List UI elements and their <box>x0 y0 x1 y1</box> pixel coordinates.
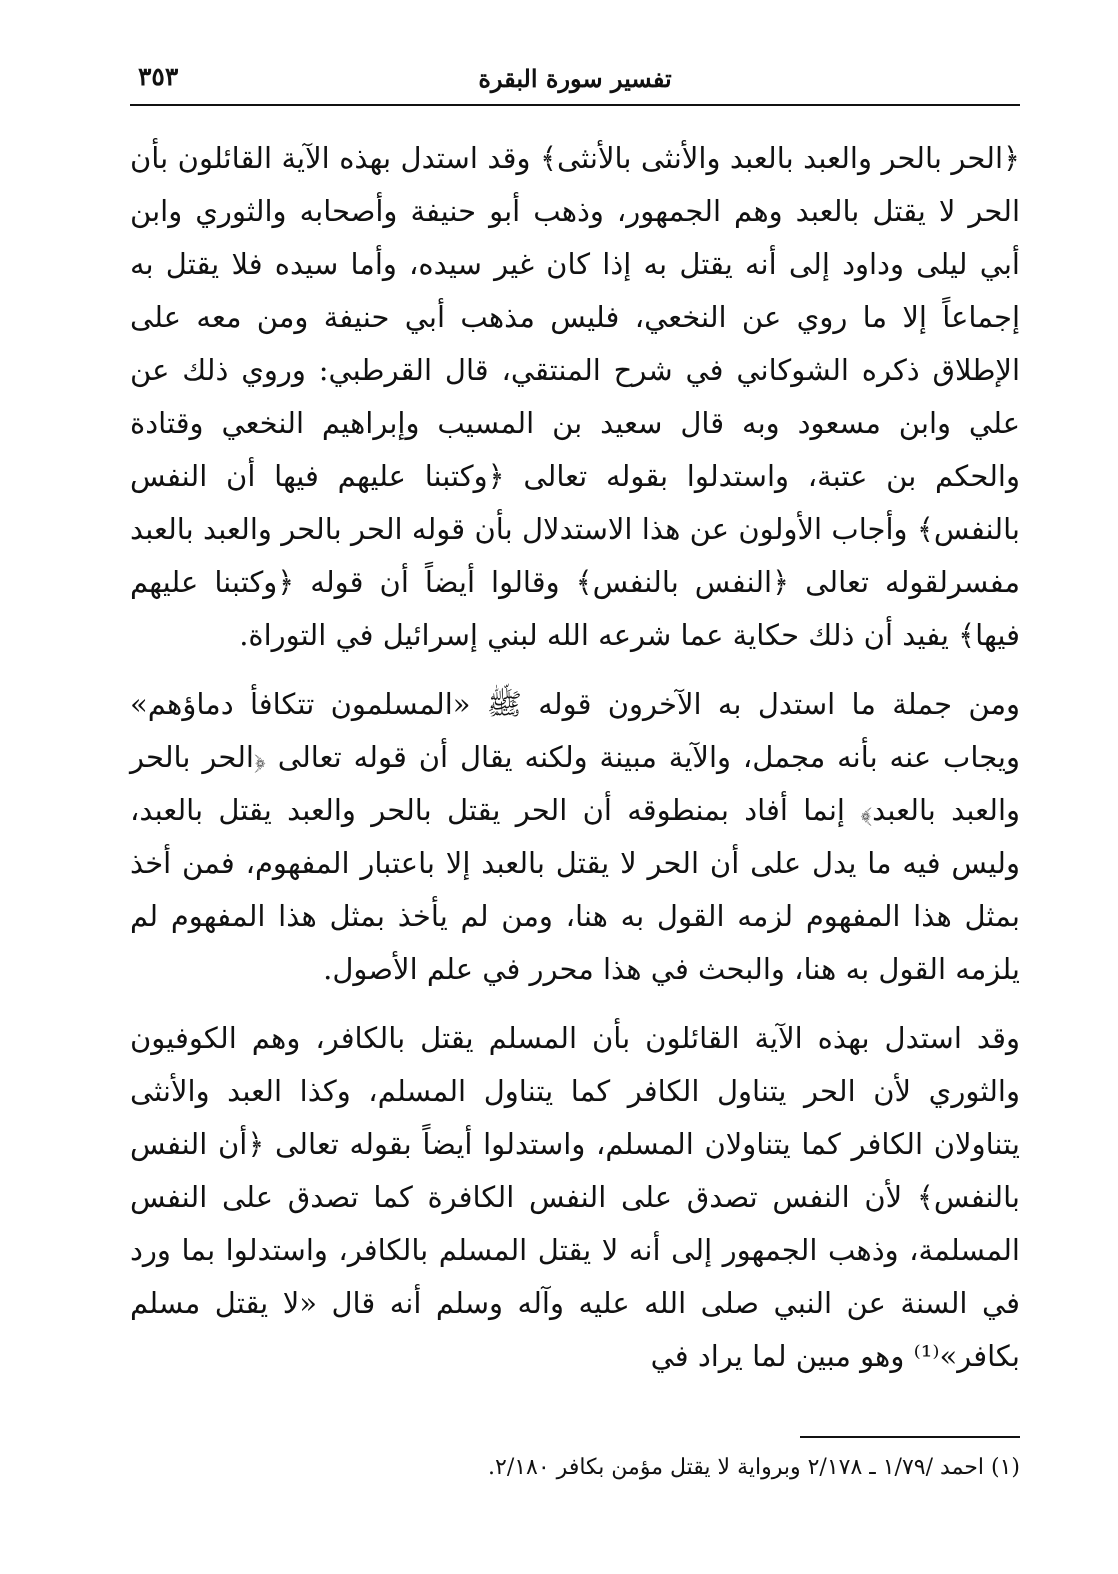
page-header <box>130 60 1020 106</box>
footnote-1: (١) احمد /١/٧٩ ـ ٢/١٧٨ وبرواية لا يقتل مؤمن بكافر ٢/١٨٠. <box>488 1455 1020 1480</box>
paragraph-2: ومن جملة ما استدل به الآخرون قوله ﷺ «المسلمون تتكافأ دماؤهم» ويجاب عنه بأنه مجمل، والآية مبينة ولكنه يقال أن قوله تعالى ﴿الحر بالحر والعبد بالعبد﴾ إنما أفاد بمنطوقه أن الحر يقتل بالحر والعبد يقتل بالعبد، وليس فيه ما يدل على أن الحر لا يقتل بالعبد إلا باعتبار المفهوم، فمن أخذ بمثل هذا المفهوم لزمه القول به هنا، ومن لم يأخذ بمثل هذا المفهوم لم يلزمه القول به هنا، والبحث في هذا محرر في علم الأصول. <box>130 687 1020 986</box>
paragraph-3: وقد استدل بهذه الآية القائلون بأن المسلم يقتل بالكافر، وهم الكوفيون والثوري لأن الحر يتناول الكافر كما يتناول المسلم، وكذا العبد والأنثى يتناولان الكافر كما يتناولان المسلم، واستدلوا أيضاً بقوله تعالى ﴿أن النفس بالنفس﴾ لأن النفس تصدق على النفس الكافرة كما تصدق على النفس المسلمة، وذهب الجمهور إلى أنه لا يقتل المسلم بالكافر، واستدلوا بما ورد في السنة عن النبي صلى الله عليه وآله وسلم أنه قال «لا يقتل مسلم بكافر»⁽¹⁾ وهو مبين لما يراد في <box>130 1021 1020 1373</box>
paragraph-1: ﴿الحر بالحر والعبد بالعبد والأنثى بالأنثى﴾ وقد استدل بهذه الآية القائلون بأن الحر لا يقتل بالعبد وهم الجمهور، وذهب أبو حنيفة وأصحابه والثوري وابن أبي ليلى وداود إلى أنه يقتل به إذا كان غير سيده، وأما سيده فلا يقتل به إجماعاً إلا ما روي عن النخعي، فليس مذهب أبي حنيفة ومن معه على الإطلاق ذكره الشوكاني في شرح المنتقي، قال القرطبي: وروي ذلك عن علي وابن مسعود وبه قال سعيد بن المسيب وإبراهيم النخعي وقتادة والحكم بن عتبة، واستدلوا بقوله تعالى ﴿وكتبنا عليهم فيها أن النفس بالنفس﴾ وأجاب الأولون عن هذا الاستدلال بأن قوله الحر بالحر والعبد بالعبد مفسرلقوله تعالى ﴿النفس بالنفس﴾ وقالوا أيضاً أن قوله ﴿وكتبنا عليهم فيها﴾ يفيد أن ذلك حكاية عما شرعه الله لبني إسرائيل في التوراة. <box>130 141 1020 652</box>
running-title: تفسير سورة البقرة <box>478 64 672 93</box>
footnote-separator <box>800 1436 1020 1438</box>
page-number: ٣٥٣ <box>138 62 179 91</box>
main-text <box>130 132 1020 1393</box>
